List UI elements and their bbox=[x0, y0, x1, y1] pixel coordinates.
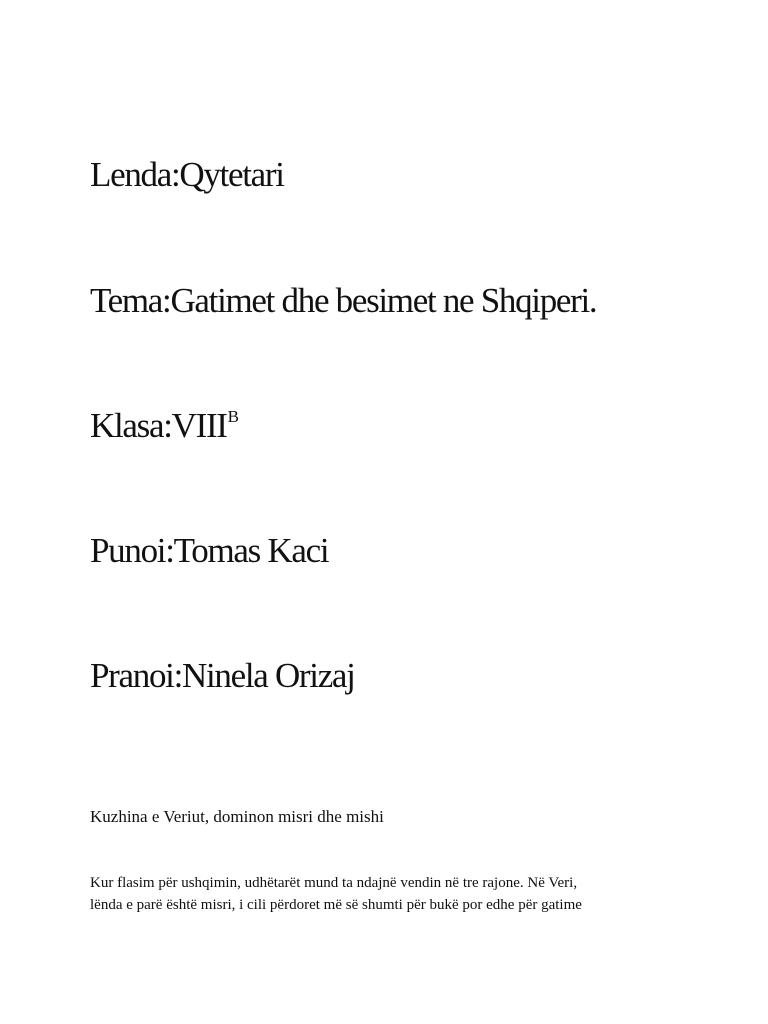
author-line: Punoi:Tomas Kaci bbox=[90, 531, 329, 570]
paragraph-line: lënda e parë është misri, i cili përdoret më së shumti për bukë por edhe për gatime bbox=[90, 897, 582, 913]
class-label: Klasa:VIII bbox=[90, 406, 227, 445]
topic-line: Tema:Gatimet dhe besimet ne Shqiperi. bbox=[90, 281, 597, 320]
reviewer-line: Pranoi:Ninela Orizaj bbox=[90, 656, 355, 695]
subject-line: Lenda:Qytetari bbox=[90, 155, 284, 194]
class-section: B bbox=[227, 407, 239, 426]
class-line bbox=[90, 408, 239, 443]
section-paragraph bbox=[90, 872, 690, 916]
section-heading: Kuzhina e Veriut, dominon misri dhe mishi bbox=[90, 807, 384, 826]
paragraph-line: Kur flasim për ushqimin, udhëtarët mund ta ndajnë vendin në tre rajone. Në Veri, bbox=[90, 875, 578, 891]
